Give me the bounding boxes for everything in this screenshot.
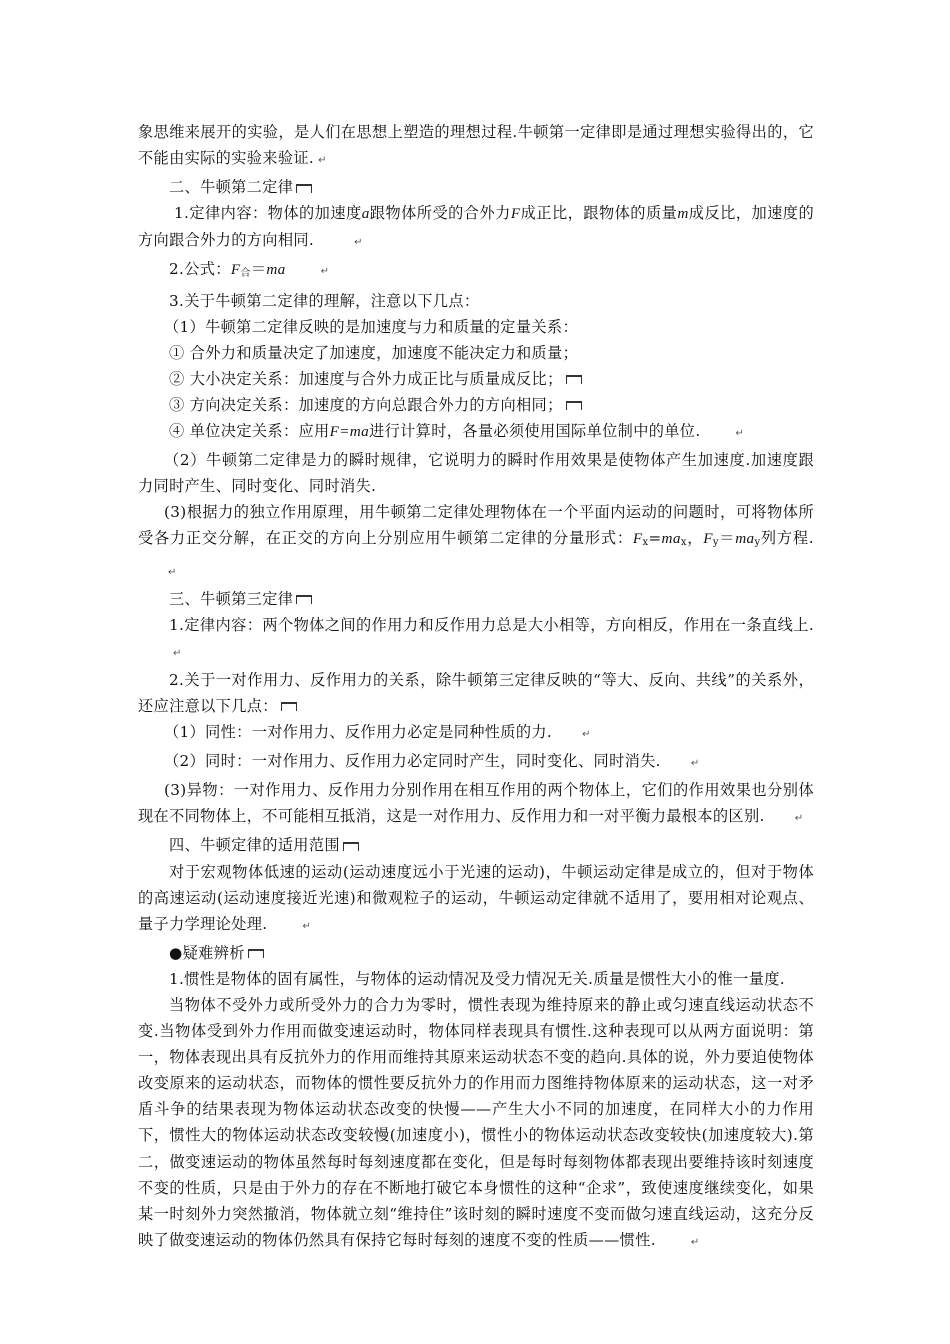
formula-equals: = xyxy=(648,529,662,548)
heading-text: 二、牛顿第二定律 xyxy=(169,178,294,197)
text-run: 当物体不受外力或所受外力的合力为零时，惯性表现为维持原来的静止或匀速直线运动状态不变.当物体受到外力作用而做变速运动时，物体同样表现具有惯性.这种表现可以从两方面说明：第一，物体表现出具有反抗外力的作用而维持其原来运动状态不变的趋向.具体的说，外力要迫使物体改变原来的运动状态，而物体的惯性要反抗外力的作用而力图维持物体原来的运动状态，这一对矛盾斗争的结果表现为物体运动状态改变的快慢——产生大小不同的加速度，在同样大小的力作用下，惯性大的物体运动状态改变较慢(加速度小)，惯性小的物体运动状态改变较快(加速度较大).第二，做变速运动的物体虽然每时每刻速度都在变化，但是每时每刻物体都表现出要维持该时刻速度不变的性质，只是由于外力的存在不断地打破它本身惯性的这种“企求”，致使速度继续变化，如果某一时刻外力突然撤消，物体就立刻“维持住”该时刻的瞬时速度不变而做匀速直线运动，这充分反映了做变速运动的物体仍然具有保持它每时每刻的速度不变的性质——惯性. xyxy=(138,996,814,1249)
variable-a: a xyxy=(361,205,370,223)
paragraph-point-2 xyxy=(138,447,814,499)
text-run: 2.关于一对作用力、反作用力的关系，除牛顿第三定律反映的“等大、反向、共线”的关系外，还应注意以下几点： xyxy=(138,670,814,715)
paragraph-mark-icon: ↵ xyxy=(354,237,363,249)
formula-ma: ma xyxy=(735,530,755,548)
text-run: ② 大小决定关系：加速度与合外力成正比与质量成反比； xyxy=(169,369,563,388)
paragraph-second-law-content xyxy=(138,200,814,256)
paragraph-third-law-relation xyxy=(138,667,814,719)
section-heading-difficulties xyxy=(138,940,814,966)
line-break-mark-icon xyxy=(248,949,264,958)
text-run: 1.定律内容：物体的加速度 xyxy=(174,204,362,223)
line-break-mark-icon xyxy=(566,375,582,384)
paragraph-same-nature xyxy=(138,719,814,748)
formula-ma: ma xyxy=(266,261,286,279)
formula-f: F xyxy=(230,261,241,279)
paragraph-mark-icon: ↵ xyxy=(690,758,700,770)
text-run: （1）同性：一对作用力、反作用力必定是同种性质的力. xyxy=(164,723,553,742)
document-body xyxy=(138,119,814,1256)
text-run: （2）牛顿第二定律是力的瞬时规律，它说明力的瞬时作用效果是使物体产生加速度.加速度跟力同时产生、同时变化、同时消失. xyxy=(138,451,814,496)
heading-text: 三、牛顿第三定律 xyxy=(169,589,294,608)
paragraph-text: 象思维来展开的实验，是人们在思想上塑造的理想过程.牛顿第一定律即是通过理想实验得出的，它不能由实际的实验来验证. xyxy=(138,123,814,168)
section-heading-scope xyxy=(138,832,814,858)
text-run: 1.定律内容：两个物体之间的作用力和反作用力总是大小相等，方向相反，作用在一条直线上. xyxy=(169,615,814,634)
text-run: ① 合外力和质量决定了加速度，加速度不能决定力和质量； xyxy=(169,343,579,362)
formula-subscript: x xyxy=(642,537,649,549)
text-run: （1）牛顿第二定律反映的是加速度与力和质量的定量关系： xyxy=(164,317,578,336)
list-item-circled-2 xyxy=(138,366,814,392)
text-run: ③ 方向决定关系：加速度的方向总跟合外力的方向相同； xyxy=(169,395,563,414)
paragraph-simultaneous xyxy=(138,748,814,777)
paragraph-mark-icon: ↵ xyxy=(320,266,330,278)
text-run: 进行计算时，各量必须使用国际单位制中的单位. xyxy=(369,422,701,441)
line-break-mark-icon xyxy=(566,401,582,410)
line-break-mark-icon xyxy=(281,702,297,711)
paragraph-point-3 xyxy=(138,499,814,585)
formula-equals: ＝ xyxy=(250,260,267,279)
formula-equals: ＝ xyxy=(718,529,736,548)
text-run: 对于宏观物体低速的运动(运动速度远小于光速的运动)，牛顿运动定律是成立的，但对于物体的高速运动(运动速度接近光速)和微观粒子的运动，牛顿运动定律就不适用了，要用相对论观点、量子力学理论处理. xyxy=(138,862,814,933)
list-item-circled-3 xyxy=(138,392,814,418)
paragraph-mark-icon: ↵ xyxy=(794,813,804,825)
paragraph-understanding xyxy=(138,288,814,314)
paragraph-formula xyxy=(138,256,814,287)
paragraph-mark-icon: ↵ xyxy=(173,647,182,659)
formula-f-ma: F=ma xyxy=(329,423,370,441)
formula-subscript: x xyxy=(680,537,687,549)
heading-text: 四、牛顿定律的适用范围 xyxy=(169,836,340,855)
heading-text: ●疑难辨析 xyxy=(169,943,245,962)
paragraph-different-objects xyxy=(138,777,814,832)
text-run: 3.关于牛顿第二定律的理解，注意以下几点： xyxy=(169,291,480,310)
paragraph-scope xyxy=(138,859,814,940)
text-run: 1.惯性是物体的固有属性，与物体的运动情况及受力情况无关.质量是惯性大小的惟一量度. xyxy=(169,969,785,988)
formula-subscript: y xyxy=(712,537,719,549)
paragraph-mark-icon: ↵ xyxy=(302,920,311,932)
section-heading-newton-second-law xyxy=(138,174,814,200)
text-run: 2.公式： xyxy=(169,260,231,279)
section-heading-newton-third-law xyxy=(138,586,814,612)
paragraph-mark-icon: ↵ xyxy=(168,566,177,578)
formula-ma: ma xyxy=(661,530,681,548)
formula-fy: F xyxy=(703,530,713,548)
text-run: （2）同时：一对作用力、反作用力必定同时产生，同时变化、同时消失. xyxy=(164,752,661,771)
paragraph-mark-icon: ↵ xyxy=(735,428,744,440)
formula-subscript: 合 xyxy=(240,268,251,280)
text-run: 成反比，加速度的方向跟合外力的方向相同. xyxy=(138,204,815,250)
list-item-circled-1 xyxy=(138,340,814,366)
paragraph-mark-icon: ↵ xyxy=(690,1236,700,1248)
line-break-mark-icon xyxy=(343,842,359,851)
paragraph-mark-icon: ↵ xyxy=(318,155,327,167)
list-item-circled-4 xyxy=(138,418,814,447)
variable-m: m xyxy=(677,205,689,223)
text-run: 列方程. xyxy=(760,529,814,548)
line-break-mark-icon xyxy=(296,595,312,604)
text-run: 跟物体所受的合外力 xyxy=(369,204,511,223)
variable-f: F xyxy=(510,205,521,223)
text-run: 成正比，跟物体的质量 xyxy=(520,204,678,223)
text-run: (3)根据力的独立作用原理，用牛顿第二定律处理物体在一个平面内运动的问题时，可将物体所受各力正交分解，在正交的方向上分别应用牛顿第二定律的分量形式： xyxy=(138,503,814,548)
paragraph-mark-icon: ↵ xyxy=(582,729,591,741)
paragraph-inertia-property xyxy=(138,966,814,992)
line-break-mark-icon xyxy=(296,184,312,193)
text-run: ④ 单位决定关系：应用 xyxy=(169,422,330,441)
paragraph-point-1 xyxy=(138,314,814,340)
formula-fx: F xyxy=(632,530,643,548)
text-run: (3)异物：一对作用力、反作用力分别作用在相互作用的两个物体上，它们的作用效果也分别体现在不同物体上，不可能相互抵消，这是一对作用力、反作用力和一对平衡力最根本的区别. xyxy=(138,781,814,826)
paragraph-intro xyxy=(138,119,814,174)
paragraph-third-law-content xyxy=(138,612,814,667)
formula-separator: ， xyxy=(686,529,704,548)
paragraph-inertia-explanation xyxy=(138,992,814,1256)
formula-subscript: y xyxy=(754,537,761,549)
